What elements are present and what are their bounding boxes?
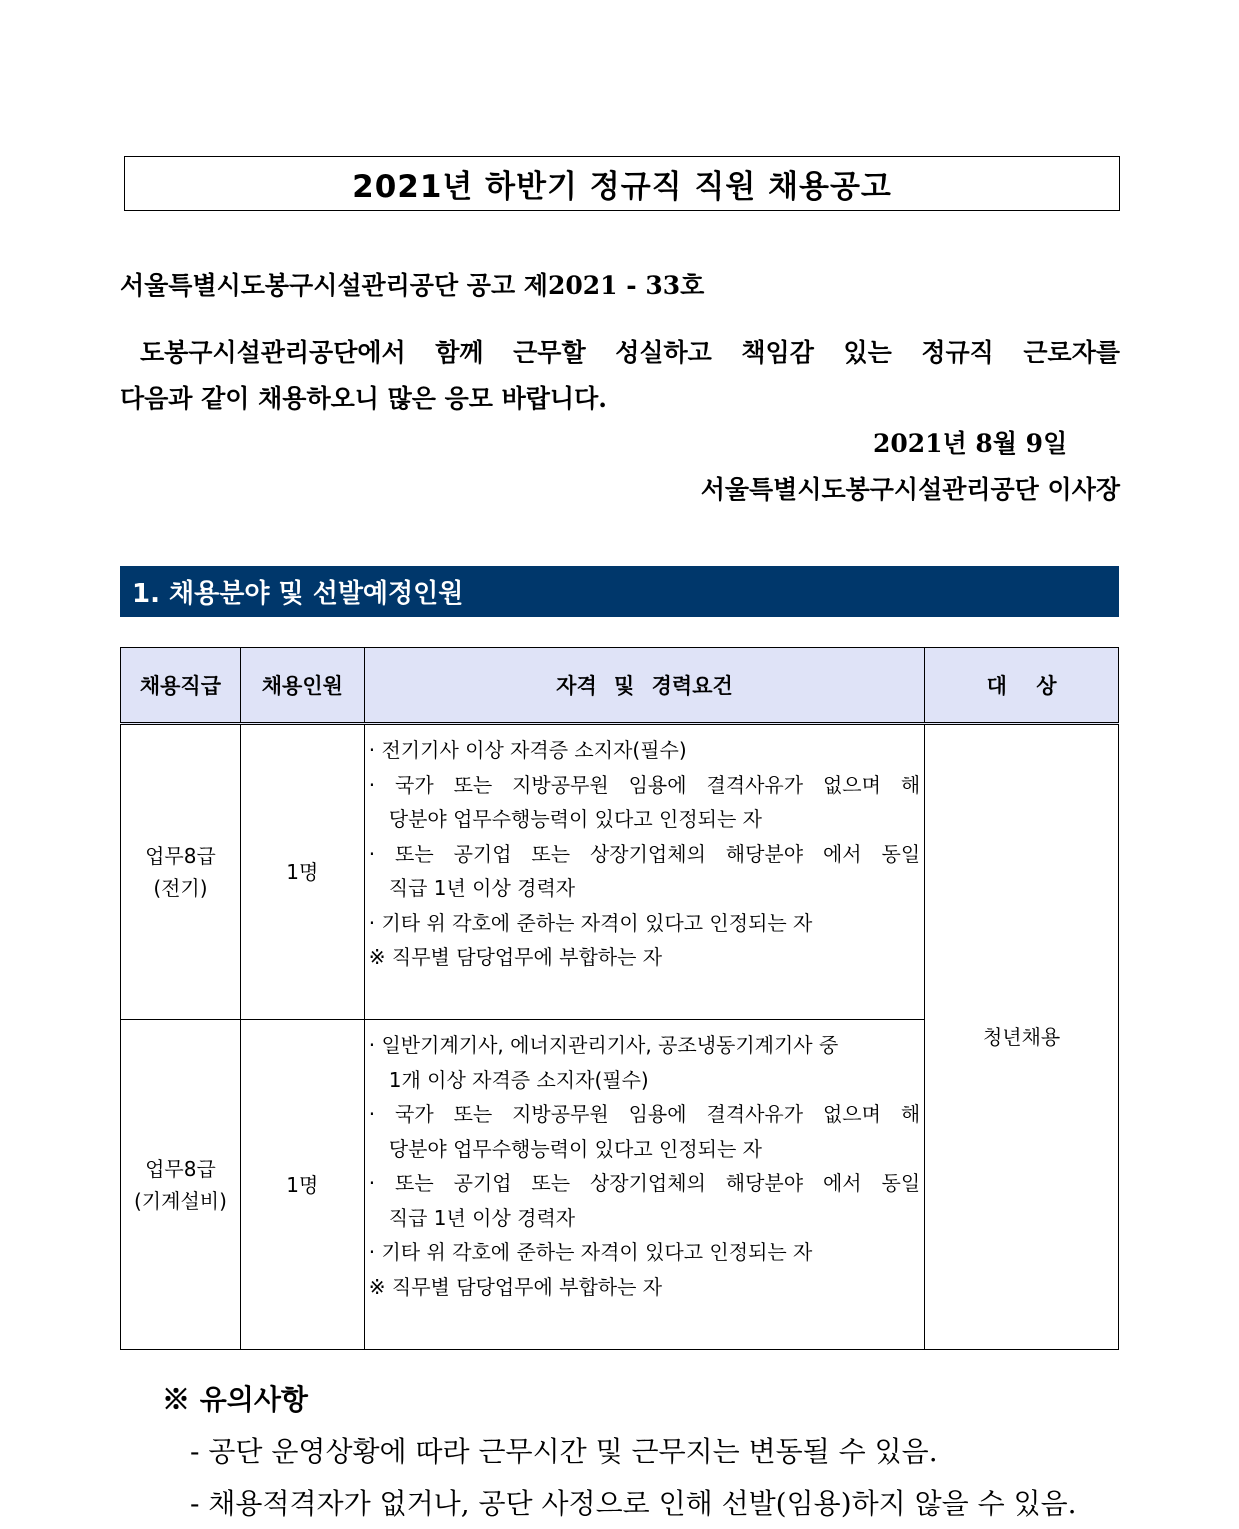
- requirement-line: 직급 1년 이상 경력자: [388, 876, 576, 900]
- table-header-row: [121, 648, 1119, 724]
- count-cell: 1명: [240, 724, 364, 1020]
- grade-name: 업무8급: [145, 1156, 216, 1181]
- requirement-line: ※ 직무별 담당업무에 부합하는 자: [368, 945, 663, 969]
- requirement-line: 1개 이상 자격증 소지자(필수): [388, 1067, 649, 1092]
- issuer: 서울특별시도봉구시설관리공단 이사장: [700, 475, 1120, 504]
- count-cell: 1명: [240, 1020, 364, 1350]
- requirement-line: · 국가 또는 지방공무원 임용에 결격사유가 없으며 해: [368, 1102, 921, 1126]
- requirement-line: · 전기기사 이상 자격증 소지자(필수): [368, 738, 687, 762]
- requirement-line: 직급 1년 이상 경력자: [388, 1205, 576, 1230]
- requirement-line: 당분야 업무수행능력이 있다고 인정되는 자: [388, 1136, 762, 1161]
- notice-number: 서울특별시도봉구시설관리공단 공고 제2021 - 33호: [120, 271, 705, 300]
- requirement-line: · 기타 위 각호에 준하는 자격이 있다고 인정되는 자: [368, 910, 813, 935]
- header-grade: 채용직급: [121, 648, 241, 724]
- title-box: [124, 156, 1120, 211]
- requirement-line: · 또는 공기업 또는 상장기업체의 해당분야 에서 동일: [368, 841, 921, 866]
- requirement-line: · 기타 위 각호에 준하는 자격이 있다고 인정되는 자: [368, 1240, 813, 1264]
- header-requirements: 자격 및 경력요건: [364, 648, 924, 724]
- grade-cell: [121, 1020, 241, 1350]
- section-title: 1. 채용분야 및 선발예정인원: [132, 579, 464, 609]
- requirements-cell: [364, 1020, 924, 1350]
- grade-name: 업무8급: [145, 844, 216, 868]
- note-item: - 채용적격자가 없거나, 공단 사정으로 인해 선발(임용)하지 않을 수 있음.: [190, 1487, 1077, 1520]
- page-title: 2021년 하반기 정규직 직원 채용공고: [352, 169, 892, 205]
- requirements-cell: [364, 724, 924, 1020]
- grade-field: (전기): [153, 876, 208, 900]
- grade-cell: [121, 724, 241, 1020]
- requirement-line: · 또는 공기업 또는 상장기업체의 해당분야 에서 동일: [368, 1171, 921, 1195]
- requirement-line: 당분야 업무수행능력이 있다고 인정되는 자: [388, 807, 762, 831]
- table-row: [121, 724, 1119, 1020]
- recruitment-table: [120, 647, 1119, 1350]
- intro-line-1: 도봉구시설관리공단에서 함께 근무할 성실하고 책임감 있는 정규직 근로자를: [140, 338, 1120, 367]
- section-header: [120, 566, 1119, 617]
- announcement-date: 2021년 8월 9일: [873, 429, 1068, 458]
- intro-paragraph: [120, 330, 1120, 422]
- notes-title: ※ 유의사항: [162, 1383, 308, 1416]
- requirement-line: · 일반기계기사, 에너지관리기사, 공조냉동기계기사 중: [368, 1033, 839, 1057]
- header-count: 채용인원: [240, 648, 364, 724]
- requirement-line: · 국가 또는 지방공무원 임용에 결격사유가 없으며 해: [368, 772, 921, 797]
- requirement-line: ※ 직무별 담당업무에 부합하는 자: [368, 1274, 663, 1299]
- intro-line-2: 다음과 같이 채용하오니 많은 응모 바랍니다.: [120, 384, 607, 413]
- header-target: 대 상: [925, 648, 1119, 724]
- note-item: - 공단 운영상황에 따라 근무시간 및 근무지는 변동될 수 있음.: [190, 1435, 938, 1468]
- target-cell: 청년채용: [925, 724, 1119, 1350]
- grade-field: (기계설비): [134, 1188, 227, 1213]
